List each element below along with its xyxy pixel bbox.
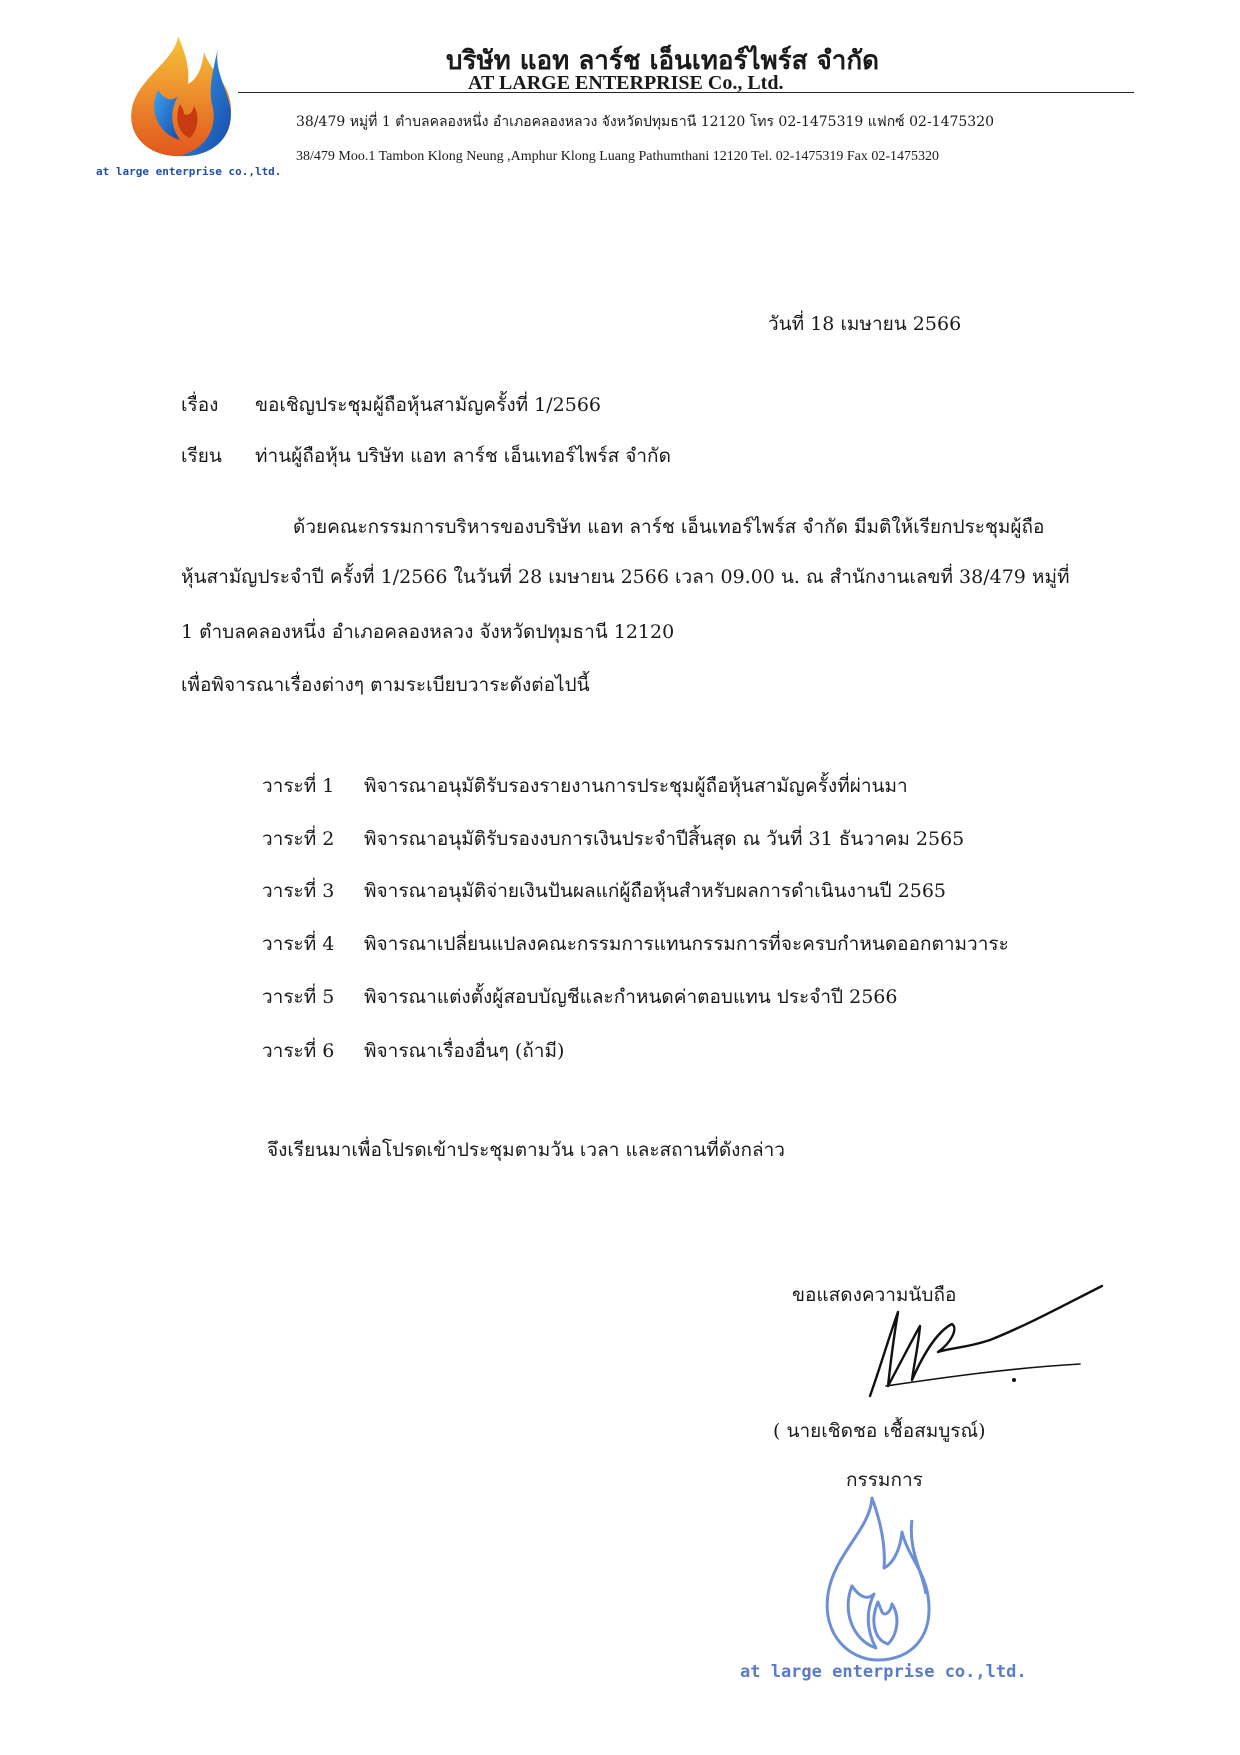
recipient-label: เรียน [181, 445, 222, 467]
agenda-item-label: วาระที่ 1 [262, 775, 335, 797]
agenda-item-text: พิจารณาอนุมัติรับรองรายงานการประชุมผู้ถือหุ้นสามัญครั้งที่ผ่านมา [364, 775, 908, 797]
body-paragraph-line: 1 ตำบลคลองหนึ่ง อำเภอคลองหลวง จังหวัดปทุมธานี 12120 [181, 621, 675, 643]
company-name-en: AT LARGE ENTERPRISE Co., Ltd. [468, 72, 784, 94]
regards-line: ขอแสดงความนับถือ [792, 1284, 957, 1306]
signature-icon [840, 1268, 1110, 1408]
body-paragraph-line: ด้วยคณะกรรมการบริหารของบริษัท แอท ลาร์ช เอ็นเทอร์ไพร์ส จำกัด มีมติให้เรียกประชุมผู้ถือ [293, 516, 1045, 538]
flame-seal-icon [812, 1490, 942, 1670]
agenda-item-text: พิจารณาอนุมัติรับรองงบการเงินประจำปีสิ้นสุด ณ วันที่ 31 ธันวาคม 2565 [364, 828, 965, 850]
agenda-item-text: พิจารณาเปลี่ยนแปลงคณะกรรมการแทนกรรมการที่จะครบกำหนดออกตามวาระ [364, 933, 1009, 955]
agenda-item-text: พิจารณาอนุมัติจ่ายเงินปันผลแก่ผู้ถือหุ้นสำหรับผลการดำเนินงานปี 2565 [364, 880, 946, 902]
logo-text: at large enterprise co.,ltd. [96, 165, 282, 178]
address-th: 38/479 หมู่ที่ 1 ตำบลคลองหนึ่ง อำเภอคลองหลวง จังหวัดปทุมธานี 12120 โทร 02-1475319 แฟกซ์ 02-1475320 [296, 114, 995, 130]
flame-logo-icon [118, 30, 248, 160]
agenda-item-label: วาระที่ 2 [262, 828, 335, 850]
signer-position: กรรมการ [846, 1469, 923, 1491]
subject-label: เรื่อง [181, 394, 219, 416]
agenda-item-text: พิจารณาเรื่องอื่นๆ (ถ้ามี) [364, 1040, 565, 1062]
subject-text: ขอเชิญประชุมผู้ถือหุ้นสามัญครั้งที่ 1/2566 [255, 394, 602, 416]
address-en: 38/479 Moo.1 Tambon Klong Neung ,Amphur Klong Luang Pathumthani 12120 Tel. 02-1475319 Fax 02-1475320 [296, 149, 940, 164]
company-name-th: บริษัท แอท ลาร์ช เอ็นเทอร์ไพร์ส จำกัด [446, 46, 879, 76]
agenda-item-label: วาระที่ 4 [262, 933, 335, 955]
agenda-item-label: วาระที่ 6 [262, 1040, 335, 1062]
letter-date: วันที่ 18 เมษายน 2566 [768, 313, 962, 335]
header-divider [238, 92, 1134, 93]
seal-text: at large enterprise co.,ltd. [740, 1662, 1027, 1682]
body-paragraph-line: เพื่อพิจารณาเรื่องต่างๆ ตามระเบียบวาระดังต่อไปนี้ [181, 674, 590, 696]
closing-line: จึงเรียนมาเพื่อโปรดเข้าประชุมตามวัน เวลา และสถานที่ดังกล่าว [267, 1139, 785, 1161]
agenda-item-label: วาระที่ 3 [262, 880, 335, 902]
body-paragraph-line: หุ้นสามัญประจำปี ครั้งที่ 1/2566 ในวันที่ 28 เมษายน 2566 เวลา 09.00 น. ณ สำนักงานเลขที่ 38/479 หมู่ที่ [181, 566, 1070, 588]
agenda-item-label: วาระที่ 5 [262, 986, 335, 1008]
signer-name: ( นายเชิดชอ เชื้อสมบูรณ์) [773, 1420, 986, 1442]
agenda-item-text: พิจารณาแต่งตั้งผู้สอบบัญชีและกำหนดค่าตอบแทน ประจำปี 2566 [364, 986, 898, 1008]
recipient-text: ท่านผู้ถือหุ้น บริษัท แอท ลาร์ช เอ็นเทอร์ไพร์ส จำกัด [255, 445, 671, 467]
